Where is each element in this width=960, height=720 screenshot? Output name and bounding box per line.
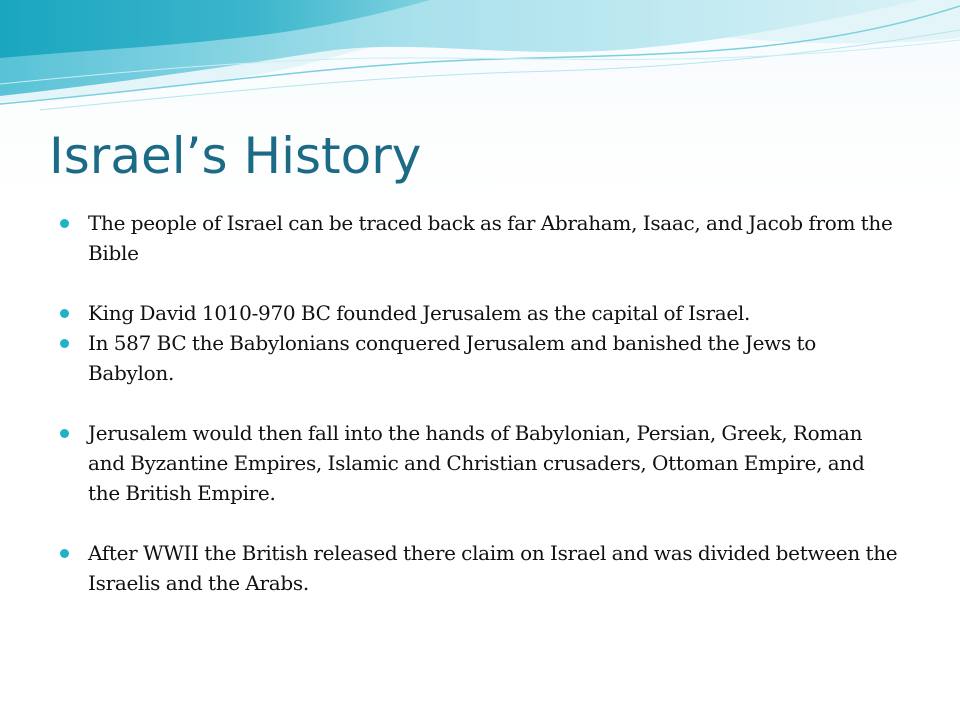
- bullet-dot-icon: [60, 309, 69, 318]
- slide-title: Israel’s History: [49, 127, 422, 185]
- bullet-dot-icon: [60, 219, 69, 228]
- bullet-dot-icon: [60, 549, 69, 558]
- bullet-dot-icon: [60, 339, 69, 348]
- bullet-item: [60, 328, 900, 388]
- bullet-text: Jerusalem would then fall into the hands of Babylonian, Persian, Greek, Roman and Byzantine Empires, Islamic and Christian crusaders, Ottoman Empire, and the British Empire.: [88, 421, 865, 505]
- bullet-text: King David 1010-970 BC founded Jerusalem as the capital of Israel.: [88, 301, 751, 325]
- bullet-item: [60, 418, 900, 508]
- bullet-list: [60, 208, 900, 598]
- bullet-dot-icon: [60, 429, 69, 438]
- bullet-text: After WWII the British released there claim on Israel and was divided between the Israelis and the Arabs.: [88, 541, 898, 595]
- bullet-item: [60, 208, 900, 268]
- bullet-text: The people of Israel can be traced back as far Abraham, Isaac, and Jacob from the Bible: [88, 211, 893, 265]
- bullet-item: [60, 298, 900, 328]
- wave-header-decoration: [0, 0, 960, 120]
- bullet-text: In 587 BC the Babylonians conquered Jerusalem and banished the Jews to Babylon.: [88, 331, 817, 385]
- bullet-item: [60, 538, 900, 598]
